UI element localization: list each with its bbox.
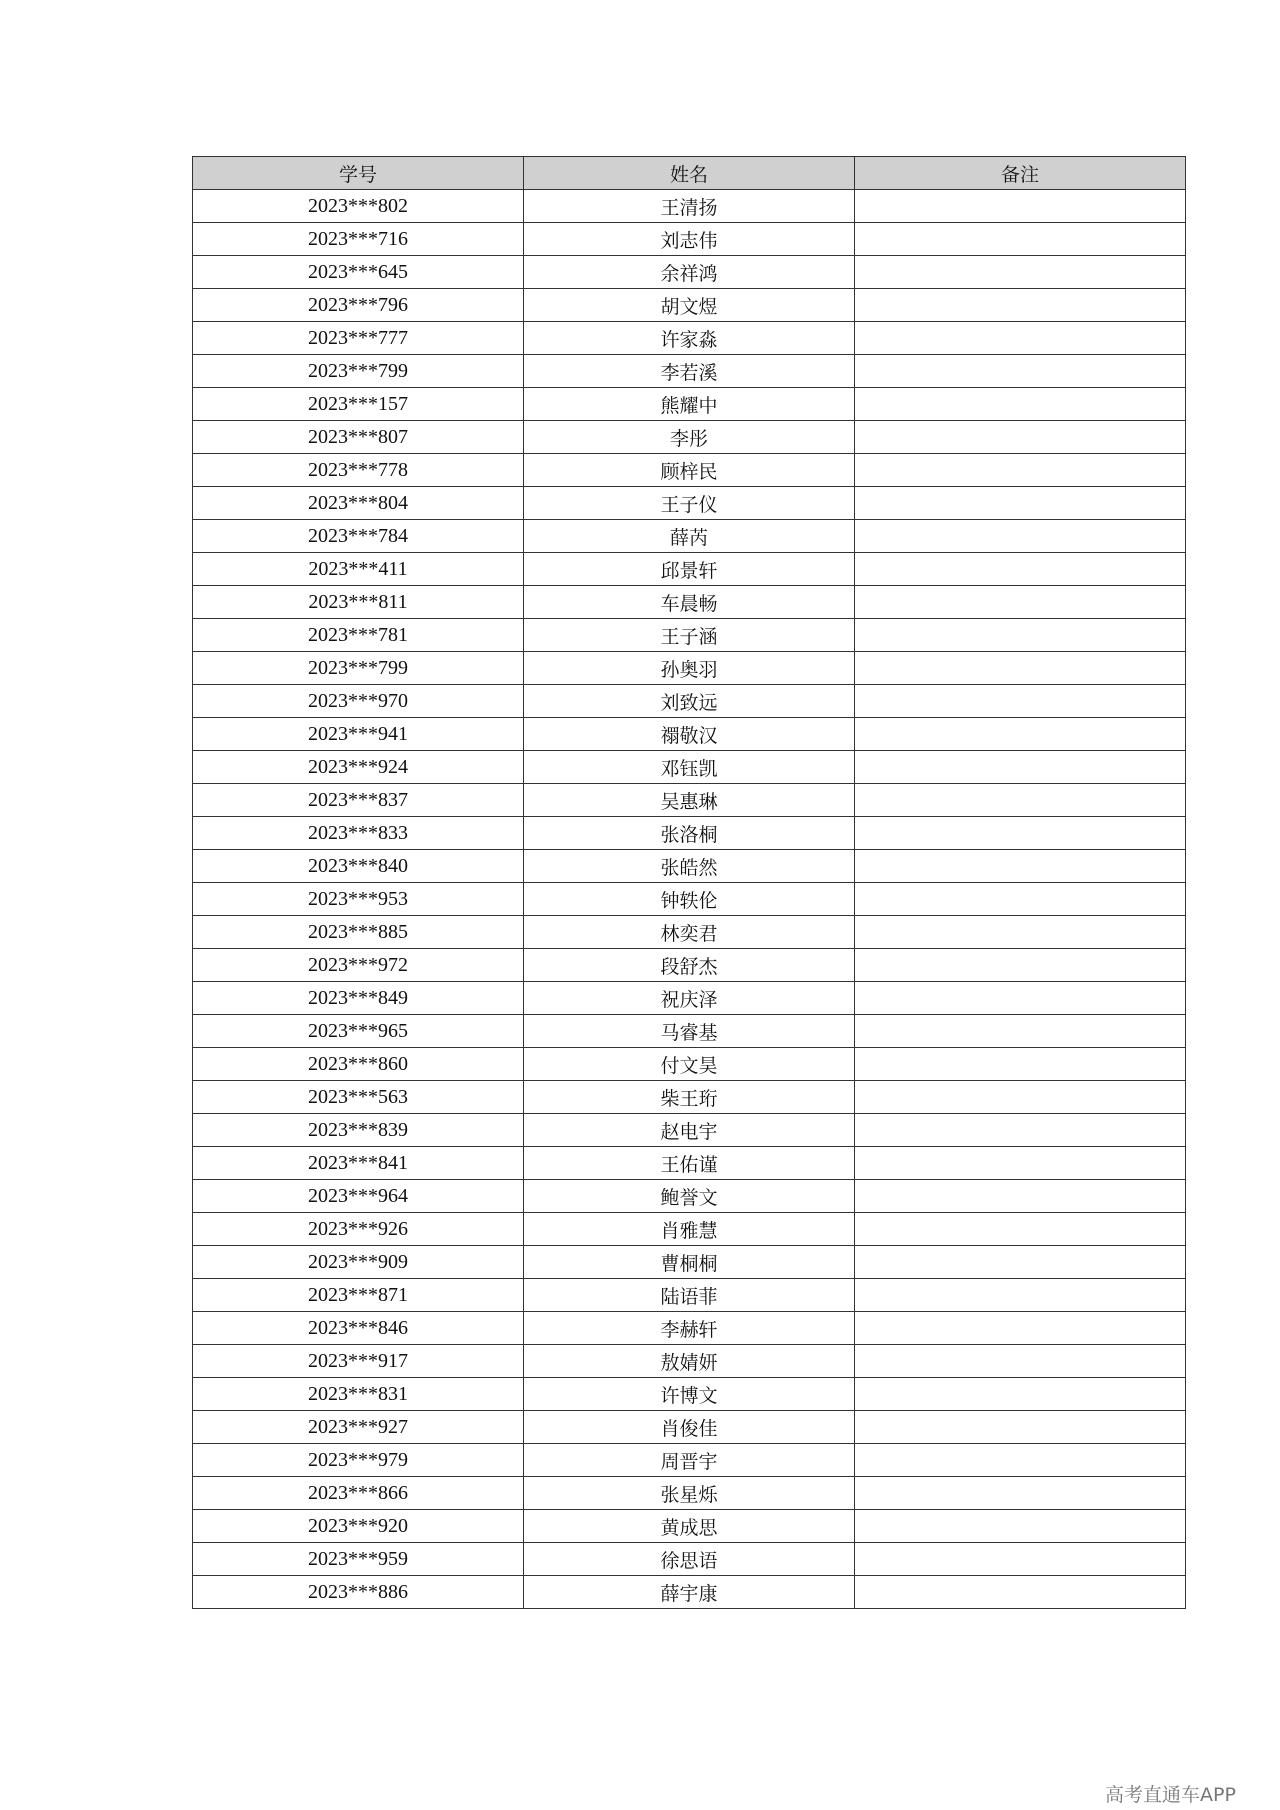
table-row	[193, 1180, 1186, 1213]
table-row	[193, 883, 1186, 916]
student-id-cell: 2023***871	[193, 1279, 524, 1312]
note-cell	[855, 751, 1186, 784]
note-cell	[855, 553, 1186, 586]
student-name-cell: 薛宇康	[524, 1576, 855, 1609]
table-row	[193, 355, 1186, 388]
table-row	[193, 718, 1186, 751]
note-cell	[855, 1444, 1186, 1477]
note-cell	[855, 586, 1186, 619]
note-cell	[855, 1378, 1186, 1411]
student-id-cell: 2023***807	[193, 421, 524, 454]
student-id-cell: 2023***777	[193, 322, 524, 355]
student-name-cell: 祝庆泽	[524, 982, 855, 1015]
note-cell	[855, 223, 1186, 256]
watermark-text: 高考直通车APP	[1105, 1784, 1236, 1806]
student-id-cell: 2023***924	[193, 751, 524, 784]
student-name-cell: 张星烁	[524, 1477, 855, 1510]
table-body	[193, 190, 1186, 1609]
note-cell	[855, 1114, 1186, 1147]
student-id-cell: 2023***965	[193, 1015, 524, 1048]
student-name-cell: 刘志伟	[524, 223, 855, 256]
table-row	[193, 256, 1186, 289]
table-row	[193, 1444, 1186, 1477]
note-cell	[855, 619, 1186, 652]
table-row	[193, 1411, 1186, 1444]
student-id-cell: 2023***840	[193, 850, 524, 883]
note-cell	[855, 256, 1186, 289]
student-id-cell: 2023***799	[193, 652, 524, 685]
student-name-cell: 鲍誉文	[524, 1180, 855, 1213]
table-row	[193, 1213, 1186, 1246]
note-cell	[855, 718, 1186, 751]
student-id-cell: 2023***784	[193, 520, 524, 553]
note-cell	[855, 487, 1186, 520]
student-name-cell: 段舒杰	[524, 949, 855, 982]
student-name-cell: 王清扬	[524, 190, 855, 223]
header-student-id: 学号	[193, 157, 524, 190]
note-cell	[855, 1345, 1186, 1378]
student-id-cell: 2023***837	[193, 784, 524, 817]
student-id-cell: 2023***802	[193, 190, 524, 223]
student-id-cell: 2023***799	[193, 355, 524, 388]
table-row	[193, 190, 1186, 223]
table-row	[193, 388, 1186, 421]
student-name-cell: 李彤	[524, 421, 855, 454]
table-row	[193, 850, 1186, 883]
table-row	[193, 1345, 1186, 1378]
table-row	[193, 949, 1186, 982]
table-row	[193, 1081, 1186, 1114]
table-row	[193, 1048, 1186, 1081]
table-row	[193, 1312, 1186, 1345]
student-name-cell: 林奕君	[524, 916, 855, 949]
student-name-cell: 邱景轩	[524, 553, 855, 586]
note-cell	[855, 289, 1186, 322]
student-name-cell: 李赫轩	[524, 1312, 855, 1345]
note-cell	[855, 520, 1186, 553]
table-row	[193, 619, 1186, 652]
student-name-cell: 车晨畅	[524, 586, 855, 619]
student-id-cell: 2023***979	[193, 1444, 524, 1477]
note-cell	[855, 916, 1186, 949]
note-cell	[855, 421, 1186, 454]
student-name-cell: 禤敬汉	[524, 718, 855, 751]
table-row	[193, 817, 1186, 850]
table-row	[193, 982, 1186, 1015]
student-name-cell: 吴惠琳	[524, 784, 855, 817]
student-name-cell: 陆语菲	[524, 1279, 855, 1312]
student-id-cell: 2023***839	[193, 1114, 524, 1147]
student-id-cell: 2023***886	[193, 1576, 524, 1609]
student-id-cell: 2023***917	[193, 1345, 524, 1378]
student-id-cell: 2023***411	[193, 553, 524, 586]
student-id-cell: 2023***716	[193, 223, 524, 256]
student-name-cell: 余祥鸿	[524, 256, 855, 289]
student-name-cell: 柴王珩	[524, 1081, 855, 1114]
student-name-cell: 敖婧妍	[524, 1345, 855, 1378]
note-cell	[855, 1147, 1186, 1180]
student-id-cell: 2023***811	[193, 586, 524, 619]
student-id-cell: 2023***959	[193, 1543, 524, 1576]
table-row	[193, 1378, 1186, 1411]
student-id-cell: 2023***778	[193, 454, 524, 487]
table-row	[193, 289, 1186, 322]
student-id-cell: 2023***846	[193, 1312, 524, 1345]
student-id-cell: 2023***941	[193, 718, 524, 751]
student-name-cell: 邓钰凯	[524, 751, 855, 784]
student-id-cell: 2023***909	[193, 1246, 524, 1279]
student-name-cell: 肖俊佳	[524, 1411, 855, 1444]
note-cell	[855, 1312, 1186, 1345]
note-cell	[855, 817, 1186, 850]
student-name-cell: 张皓然	[524, 850, 855, 883]
table-row	[193, 1477, 1186, 1510]
student-id-cell: 2023***841	[193, 1147, 524, 1180]
note-cell	[855, 190, 1186, 223]
note-cell	[855, 1477, 1186, 1510]
student-id-cell: 2023***796	[193, 289, 524, 322]
student-id-cell: 2023***970	[193, 685, 524, 718]
student-id-cell: 2023***831	[193, 1378, 524, 1411]
student-id-cell: 2023***804	[193, 487, 524, 520]
table-row	[193, 1015, 1186, 1048]
note-cell	[855, 685, 1186, 718]
student-name-cell: 王佑谨	[524, 1147, 855, 1180]
student-name-cell: 钟轶伦	[524, 883, 855, 916]
note-cell	[855, 454, 1186, 487]
student-id-cell: 2023***927	[193, 1411, 524, 1444]
header-name: 姓名	[524, 157, 855, 190]
table-row	[193, 652, 1186, 685]
note-cell	[855, 784, 1186, 817]
student-name-cell: 付文昊	[524, 1048, 855, 1081]
note-cell	[855, 1576, 1186, 1609]
note-cell	[855, 850, 1186, 883]
note-cell	[855, 949, 1186, 982]
table-row	[193, 685, 1186, 718]
student-name-cell: 周晋宇	[524, 1444, 855, 1477]
student-name-cell: 肖雅慧	[524, 1213, 855, 1246]
note-cell	[855, 1081, 1186, 1114]
student-name-cell: 张洛桐	[524, 817, 855, 850]
note-cell	[855, 1213, 1186, 1246]
student-id-cell: 2023***964	[193, 1180, 524, 1213]
student-roster-table	[192, 156, 1186, 1609]
table-row	[193, 1510, 1186, 1543]
student-id-cell: 2023***833	[193, 817, 524, 850]
student-name-cell: 马睿基	[524, 1015, 855, 1048]
student-id-cell: 2023***920	[193, 1510, 524, 1543]
note-cell	[855, 1015, 1186, 1048]
note-cell	[855, 1246, 1186, 1279]
student-id-cell: 2023***972	[193, 949, 524, 982]
table-row	[193, 487, 1186, 520]
table-row	[193, 520, 1186, 553]
student-name-cell: 顾梓民	[524, 454, 855, 487]
note-cell	[855, 1510, 1186, 1543]
student-name-cell: 熊耀中	[524, 388, 855, 421]
student-id-cell: 2023***953	[193, 883, 524, 916]
student-name-cell: 许家淼	[524, 322, 855, 355]
student-name-cell: 李若溪	[524, 355, 855, 388]
table-row	[193, 421, 1186, 454]
student-name-cell: 胡文煜	[524, 289, 855, 322]
student-id-cell: 2023***563	[193, 1081, 524, 1114]
table-row	[193, 223, 1186, 256]
table-row	[193, 454, 1186, 487]
note-cell	[855, 322, 1186, 355]
table-row	[193, 1147, 1186, 1180]
note-cell	[855, 1543, 1186, 1576]
student-name-cell: 薛芮	[524, 520, 855, 553]
table-row	[193, 751, 1186, 784]
student-id-cell: 2023***781	[193, 619, 524, 652]
table-row	[193, 1576, 1186, 1609]
student-id-cell: 2023***866	[193, 1477, 524, 1510]
note-cell	[855, 1048, 1186, 1081]
student-name-cell: 王子仪	[524, 487, 855, 520]
table-header-row	[193, 157, 1186, 190]
student-name-cell: 曹桐桐	[524, 1246, 855, 1279]
table-row	[193, 1246, 1186, 1279]
student-name-cell: 孙奥羽	[524, 652, 855, 685]
header-note: 备注	[855, 157, 1186, 190]
table-row	[193, 1279, 1186, 1312]
note-cell	[855, 355, 1186, 388]
note-cell	[855, 1279, 1186, 1312]
student-name-cell: 徐思语	[524, 1543, 855, 1576]
student-name-cell: 刘致远	[524, 685, 855, 718]
student-id-cell: 2023***860	[193, 1048, 524, 1081]
note-cell	[855, 883, 1186, 916]
student-name-cell: 黄成思	[524, 1510, 855, 1543]
note-cell	[855, 388, 1186, 421]
student-id-cell: 2023***885	[193, 916, 524, 949]
table-row	[193, 916, 1186, 949]
table-row	[193, 1114, 1186, 1147]
table-row	[193, 322, 1186, 355]
note-cell	[855, 982, 1186, 1015]
student-id-cell: 2023***157	[193, 388, 524, 421]
note-cell	[855, 1411, 1186, 1444]
student-name-cell: 赵电宇	[524, 1114, 855, 1147]
student-id-cell: 2023***849	[193, 982, 524, 1015]
student-name-cell: 许博文	[524, 1378, 855, 1411]
table-row	[193, 784, 1186, 817]
table-row	[193, 553, 1186, 586]
table-row	[193, 1543, 1186, 1576]
student-name-cell: 王子涵	[524, 619, 855, 652]
table-row	[193, 586, 1186, 619]
note-cell	[855, 652, 1186, 685]
student-id-cell: 2023***926	[193, 1213, 524, 1246]
note-cell	[855, 1180, 1186, 1213]
student-id-cell: 2023***645	[193, 256, 524, 289]
